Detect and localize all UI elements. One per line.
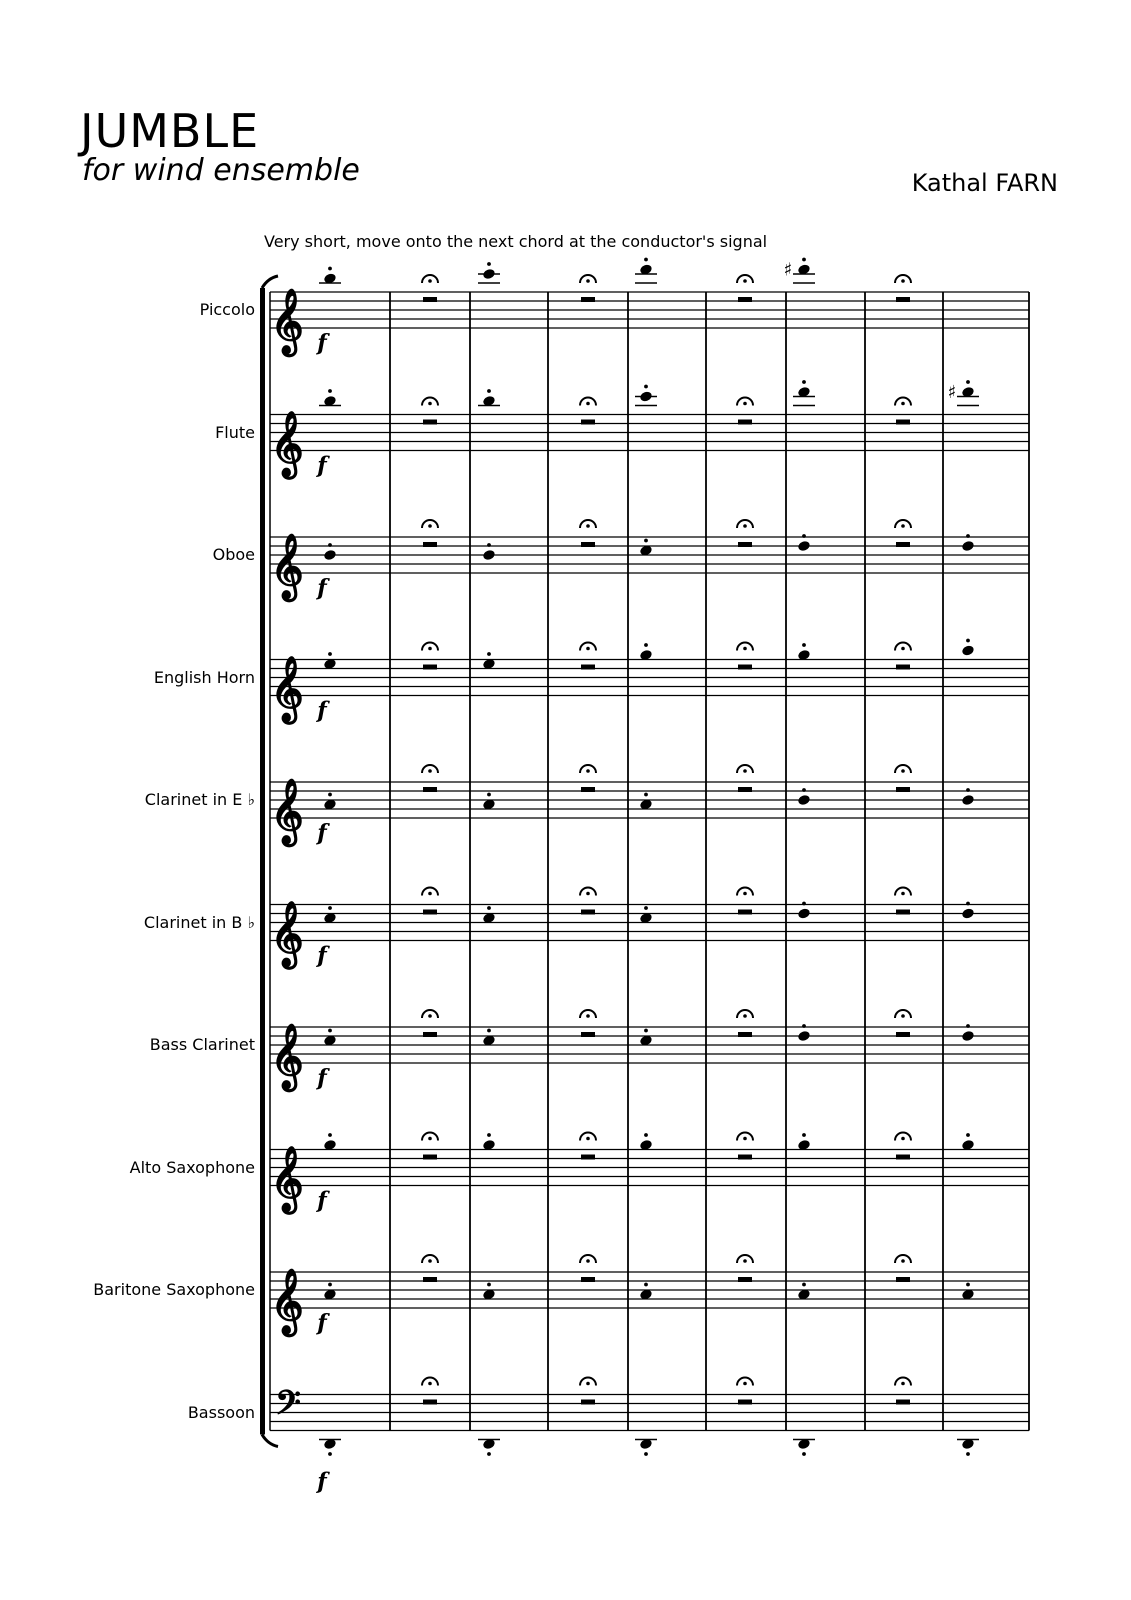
fermata-dot <box>901 769 905 773</box>
whole-rest <box>581 1400 595 1405</box>
fermata-dot <box>743 1137 747 1141</box>
staccato-dot <box>328 906 332 910</box>
treble-clef-icon: 𝄞 <box>270 1023 304 1089</box>
whole-rest <box>423 1400 437 1405</box>
instrument-label: Clarinet in B ♭ <box>143 912 255 932</box>
treble-clef-icon: 𝄞 <box>270 533 304 599</box>
instrument-label: Flute <box>215 422 255 442</box>
dynamic-marking: f <box>317 452 327 479</box>
fermata-dot <box>586 892 590 896</box>
note-head <box>961 1030 975 1042</box>
whole-rest <box>738 1155 752 1160</box>
bass-clef-icon: 𝄢 <box>275 1383 301 1431</box>
instrument-label: Clarinet in E ♭ <box>144 790 255 809</box>
whole-rest <box>738 910 752 915</box>
staccato-dot <box>487 652 491 656</box>
staccato-dot <box>644 385 648 389</box>
fermata-dot <box>743 1382 747 1386</box>
staccato-dot <box>328 1283 332 1287</box>
fermata-dot <box>586 769 590 773</box>
treble-clef-icon: 𝄞 <box>270 1145 304 1212</box>
note-head <box>797 794 811 806</box>
whole-rest <box>738 1277 752 1282</box>
note-head <box>797 1030 811 1042</box>
fermata-dot <box>428 647 432 651</box>
treble-clef-icon: 𝄞 <box>270 410 304 477</box>
whole-rest <box>896 787 910 792</box>
dynamic-marking: f <box>317 820 327 846</box>
dynamic-marking: f <box>317 1468 327 1495</box>
fermata-dot <box>428 1014 432 1018</box>
staccato-dot <box>802 1024 806 1028</box>
note-head <box>961 907 975 919</box>
sharp-icon: ♯ <box>783 259 793 281</box>
note-head <box>797 540 811 552</box>
whole-rest <box>423 1155 437 1160</box>
staccato-dot <box>644 1133 648 1137</box>
sharp-icon: ♯ <box>947 382 957 403</box>
staccato-dot <box>644 539 648 543</box>
staccato-dot <box>328 793 332 797</box>
dynamic-marking: f <box>317 1065 327 1091</box>
instrument-label: Alto Saxophone <box>129 1157 255 1177</box>
staccato-dot <box>966 534 970 538</box>
instrument-label: Oboe <box>212 545 255 564</box>
treble-clef-icon: 𝄞 <box>270 288 304 354</box>
fermata-dot <box>586 1259 590 1263</box>
fermata-dot <box>743 892 747 896</box>
staccato-dot <box>644 1029 648 1033</box>
system-bracket <box>260 288 265 1435</box>
whole-rest <box>896 910 910 915</box>
performance-instruction: Very short, move onto the next chord at the conductor's signal <box>264 232 768 251</box>
staccato-dot <box>487 1133 491 1137</box>
staccato-dot <box>644 258 648 262</box>
whole-rest <box>423 787 437 792</box>
fermata-dot <box>901 1382 905 1386</box>
fermata-dot <box>586 279 590 283</box>
whole-rest <box>738 297 752 302</box>
whole-rest <box>581 910 595 915</box>
fermata-dot <box>586 1014 590 1018</box>
staccato-dot <box>802 1452 806 1456</box>
note-head <box>639 390 653 402</box>
staccato-dot <box>328 1452 332 1456</box>
bracket-top-hook <box>262 276 278 288</box>
fermata-dot <box>586 402 590 406</box>
staccato-dot <box>487 1283 491 1287</box>
whole-rest <box>581 787 595 792</box>
fermata-dot <box>428 1137 432 1141</box>
staccato-dot <box>802 380 806 384</box>
staccato-dot <box>802 1283 806 1287</box>
whole-rest <box>896 1277 910 1282</box>
staccato-dot <box>487 1452 491 1456</box>
staccato-dot <box>644 1452 648 1456</box>
staccato-dot <box>644 1283 648 1287</box>
whole-rest <box>581 1155 595 1160</box>
note-head <box>961 540 975 552</box>
fermata-dot <box>901 524 905 528</box>
fermata-dot <box>428 1382 432 1386</box>
whole-rest <box>423 542 437 547</box>
fermata-dot <box>743 1014 747 1018</box>
fermata-dot <box>586 1137 590 1141</box>
staccato-dot <box>966 380 970 384</box>
staccato-dot <box>966 639 970 643</box>
fermata-dot <box>901 279 905 283</box>
fermata-dot <box>743 647 747 651</box>
whole-rest <box>581 1032 595 1037</box>
staccato-dot <box>966 1283 970 1287</box>
whole-rest <box>581 1277 595 1282</box>
staccato-dot <box>802 1133 806 1137</box>
staccato-dot <box>802 902 806 906</box>
instrument-label: Bassoon <box>187 1402 255 1422</box>
fermata-dot <box>586 647 590 651</box>
note-head <box>323 549 337 561</box>
whole-rest <box>581 297 595 302</box>
whole-rest <box>423 297 437 302</box>
whole-rest <box>581 665 595 670</box>
treble-clef-icon: 𝄞 <box>270 655 304 722</box>
dynamic-marking: f <box>317 697 327 724</box>
whole-rest <box>581 542 595 547</box>
dynamic-marking: f <box>317 942 327 969</box>
fermata-dot <box>743 1259 747 1263</box>
whole-rest <box>738 665 752 670</box>
instrument-label: Baritone Saxophone <box>93 1280 255 1299</box>
dynamic-marking: f <box>317 1187 327 1214</box>
instrument-label: Piccolo <box>199 300 255 319</box>
fermata-dot <box>428 524 432 528</box>
staccato-dot <box>644 643 648 647</box>
fermata-dot <box>901 1014 905 1018</box>
treble-clef-icon: 𝄞 <box>270 900 304 967</box>
staccato-dot <box>487 543 491 547</box>
fermata-dot <box>743 279 747 283</box>
fermata-dot <box>743 769 747 773</box>
staccato-dot <box>802 258 806 262</box>
staccato-dot <box>487 389 491 393</box>
fermata-dot <box>901 402 905 406</box>
whole-rest <box>896 297 910 302</box>
dynamic-marking: f <box>317 1310 327 1336</box>
note-head <box>482 549 496 561</box>
whole-rest <box>738 787 752 792</box>
whole-rest <box>423 420 437 425</box>
fermata-dot <box>743 524 747 528</box>
whole-rest <box>423 1277 437 1282</box>
treble-clef-icon: 𝄞 <box>270 778 304 844</box>
fermata-dot <box>901 647 905 651</box>
staccato-dot <box>802 788 806 792</box>
fermata-dot <box>428 402 432 406</box>
staccato-dot <box>802 534 806 538</box>
composer-name: Kathal FARN <box>911 169 1058 197</box>
whole-rest <box>738 1400 752 1405</box>
staccato-dot <box>328 1133 332 1137</box>
treble-clef-icon: 𝄞 <box>270 1268 304 1334</box>
staccato-dot <box>328 652 332 656</box>
score-title: JUMBLE <box>80 104 260 158</box>
staccato-dot <box>328 543 332 547</box>
staccato-dot <box>966 1452 970 1456</box>
staccato-dot <box>328 389 332 393</box>
whole-rest <box>896 542 910 547</box>
staccato-dot <box>966 1133 970 1137</box>
instrument-label: English Horn <box>153 667 255 687</box>
whole-rest <box>738 542 752 547</box>
whole-rest <box>896 1155 910 1160</box>
staccato-dot <box>487 1029 491 1033</box>
score-subtitle: for wind ensemble <box>82 153 360 188</box>
instrument-label: Bass Clarinet <box>149 1035 255 1054</box>
staccato-dot <box>328 267 332 271</box>
dynamic-marking: f <box>317 330 327 356</box>
dynamic-marking: f <box>317 575 327 601</box>
whole-rest <box>896 665 910 670</box>
staccato-dot <box>328 1029 332 1033</box>
whole-rest <box>896 1400 910 1405</box>
staccato-dot <box>966 1024 970 1028</box>
fermata-dot <box>901 892 905 896</box>
fermata-dot <box>428 1259 432 1263</box>
whole-rest <box>896 420 910 425</box>
note-head <box>797 907 811 919</box>
whole-rest <box>423 665 437 670</box>
whole-rest <box>738 1032 752 1037</box>
fermata-dot <box>743 402 747 406</box>
fermata-dot <box>586 524 590 528</box>
note-head <box>961 794 975 806</box>
note-head <box>482 268 496 280</box>
staccato-dot <box>487 906 491 910</box>
staccato-dot <box>487 262 491 266</box>
fermata-dot <box>428 769 432 773</box>
whole-rest <box>423 1032 437 1037</box>
note-head <box>961 644 975 656</box>
staccato-dot <box>802 643 806 647</box>
whole-rest <box>896 1032 910 1037</box>
fermata-dot <box>901 1259 905 1263</box>
staccato-dot <box>644 793 648 797</box>
fermata-dot <box>428 892 432 896</box>
staccato-dot <box>487 793 491 797</box>
fermata-dot <box>428 279 432 283</box>
staccato-dot <box>966 788 970 792</box>
staccato-dot <box>644 906 648 910</box>
whole-rest <box>581 420 595 425</box>
staccato-dot <box>966 902 970 906</box>
whole-rest <box>423 910 437 915</box>
fermata-dot <box>586 1382 590 1386</box>
whole-rest <box>738 420 752 425</box>
fermata-dot <box>901 1137 905 1141</box>
bracket-bottom-hook <box>262 1435 278 1447</box>
